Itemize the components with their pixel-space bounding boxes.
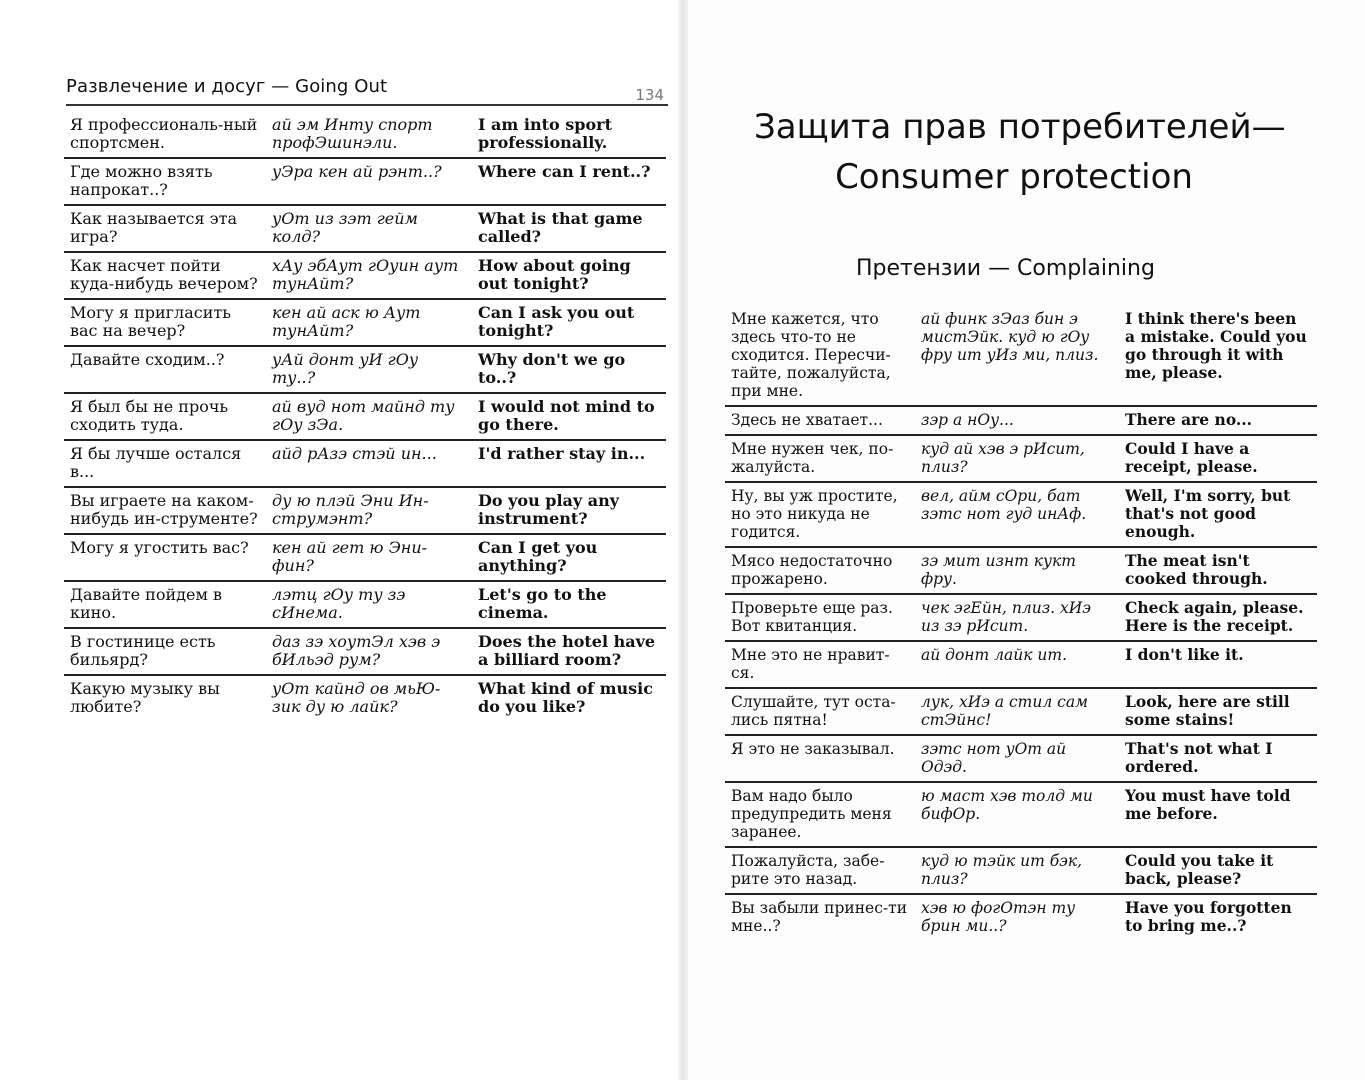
header-rule	[66, 104, 668, 106]
english-phrase: Check again, please. Here is the receipt.	[1119, 594, 1317, 641]
english-phrase: I would not mind to go there.	[472, 393, 666, 440]
table-row	[725, 735, 1317, 782]
table-row	[725, 894, 1317, 940]
transcription: ай финк зЭаз бин э мистЭйк. куд ю гОу фру ит уИз ми, плиз.	[915, 306, 1119, 406]
transcription: уОт кайнд ов мьЮ-зик ду ю лайк?	[272, 679, 441, 716]
section-title-english: Consumer protection	[835, 157, 1193, 197]
english-phrase: Do you play any instrument?	[472, 487, 666, 534]
table-row	[64, 299, 666, 346]
english-phrase: Look, here are still some stains!	[1119, 688, 1317, 735]
transcription: ай эм Инту спорт профЭшинэли.	[266, 112, 472, 158]
english-phrase: I'd rather stay in...	[472, 440, 666, 487]
english-phrase: I am into sport professionally.	[472, 112, 666, 158]
transcription: ю маст хэв толд ми бифОр.	[915, 782, 1119, 847]
english-phrase: That's not what I ordered.	[1119, 735, 1317, 782]
english-phrase: Where can I rent..?	[472, 158, 666, 205]
transcription: вел, айм сОри, бат зэтс нот гуд инАф.	[915, 482, 1119, 547]
russian-phrase: Проверьте еще раз. Вот квитанция.	[725, 594, 915, 641]
russian-phrase: Мне это не нравит-ся.	[725, 641, 915, 688]
table-row	[725, 688, 1317, 735]
transcription: айд рАзэ стэй ин...	[266, 440, 472, 487]
table-row	[64, 393, 666, 440]
russian-phrase: Могу я пригласить вас на вечер?	[64, 299, 266, 346]
table-row	[64, 534, 666, 581]
english-phrase: Could I have a receipt, please.	[1119, 435, 1317, 482]
transcription: уОт из зэт гейм колд?	[266, 205, 472, 252]
table-row	[725, 435, 1317, 482]
running-head	[66, 74, 662, 102]
transcription: лэтц гОу ту зэ сИнема.	[266, 581, 472, 628]
table-row	[64, 205, 666, 252]
table-row	[64, 581, 666, 628]
table-row	[64, 675, 666, 721]
russian-phrase: Я это не заказывал.	[725, 735, 915, 782]
english-phrase: Have you forgotten to bring me..?	[1125, 898, 1292, 935]
russian-phrase: Давайте пойдем в кино.	[64, 581, 266, 628]
transcription: куд ю тэйк ит бэк, плиз?	[915, 847, 1119, 894]
english-phrase: Well, I'm sorry, but that's not good enough.	[1119, 482, 1317, 547]
russian-phrase: Могу я угостить вас?	[64, 534, 266, 581]
russian-phrase: Мне кажется, что здесь что-то не сходится. Пересчи-тайте, пожалуйста, при мне.	[725, 306, 915, 406]
english-phrase: I think there's been a mistake. Could you go through it with me, please.	[1119, 306, 1317, 406]
russian-phrase: Пожалуйста, забе-рите это назад.	[725, 847, 915, 894]
english-phrase: What is that game called?	[472, 205, 666, 252]
russian-phrase: Мне нужен чек, по-жалуйста.	[725, 435, 915, 482]
russian-phrase: Вам надо было предупредить меня заранее.	[725, 782, 915, 847]
english-phrase: How about going out tonight?	[472, 252, 666, 299]
transcription: хАу эбАут гОуин аут тунАйт?	[266, 252, 472, 299]
transcription: кен ай гет ю Эни-фин?	[266, 534, 472, 581]
english-phrase: You must have told me before.	[1119, 782, 1317, 847]
transcription: лук, хИэ а стил сам стЭйнс!	[915, 688, 1119, 735]
russian-phrase: Я был бы не прочь сходить туда.	[64, 393, 266, 440]
russian-phrase: Вы играете на каком-нибудь ин-струменте?	[64, 487, 266, 534]
english-phrase: Let's go to the cinema.	[472, 581, 666, 628]
table-row	[64, 440, 666, 487]
russian-phrase: Какую музыку вы любите?	[70, 679, 220, 716]
transcription: кен ай аск ю Аут тунАйт?	[266, 299, 472, 346]
english-phrase: I don't like it.	[1119, 641, 1317, 688]
russian-phrase: Мясо недостаточно прожарено.	[725, 547, 915, 594]
english-phrase: What kind of music do you like?	[478, 679, 653, 716]
table-row	[725, 547, 1317, 594]
russian-phrase: Как насчет пойти куда-нибудь вечером?	[64, 252, 266, 299]
russian-phrase: Ну, вы уж простите, но это никуда не годится.	[725, 482, 915, 547]
left-page	[0, 0, 682, 1080]
table-row	[725, 847, 1317, 894]
transcription: зэтс нот уОт ай Одэд.	[915, 735, 1119, 782]
transcription: ду ю плэй Эни Ин-струмэнт?	[266, 487, 472, 534]
russian-phrase: Вы забыли принес-ти мне..?	[731, 899, 908, 935]
russian-phrase: В гостинице есть бильярд?	[64, 628, 266, 675]
table-row	[64, 112, 666, 158]
transcription: хэв ю фогОтэн ту брин ми..?	[921, 899, 1076, 935]
transcription: уЭра кен ай рэнт..?	[266, 158, 472, 205]
book-gutter	[678, 0, 688, 1080]
table-row	[64, 158, 666, 205]
table-row	[725, 641, 1317, 688]
table-row	[64, 346, 666, 393]
english-phrase: There are no...	[1119, 406, 1317, 435]
page-number: 134	[635, 86, 664, 104]
table-row	[64, 252, 666, 299]
phrase-table-going-out	[64, 112, 666, 721]
english-phrase: Can I get you anything?	[472, 534, 666, 581]
russian-phrase: Я бы лучше остался в...	[64, 440, 266, 487]
subsection-title: Претензии — Complaining	[856, 256, 1155, 281]
section-title-russian: Защита прав потребителей—	[754, 107, 1286, 147]
russian-phrase: Где можно взять напрокат..?	[64, 158, 266, 205]
table-row	[725, 482, 1317, 547]
phrase-table-complaining	[725, 306, 1317, 940]
english-phrase: Does the hotel have a billiard room?	[472, 628, 666, 675]
transcription: куд ай хэв э рИсит, плиз?	[915, 435, 1119, 482]
table-row	[64, 628, 666, 675]
russian-phrase: Как называется эта игра?	[64, 205, 266, 252]
table-row	[725, 406, 1317, 435]
transcription: чек эгЕйн, плиз. хИэ из зэ рИсит.	[915, 594, 1119, 641]
russian-phrase: Слушайте, тут оста-лись пятна!	[725, 688, 915, 735]
transcription: зэр а нОу...	[915, 406, 1119, 435]
table-row	[64, 487, 666, 534]
transcription: ай вуд нот майнд ту гОу зЭа.	[266, 393, 472, 440]
table-row	[725, 782, 1317, 847]
english-phrase: Can I ask you out tonight?	[472, 299, 666, 346]
transcription: уАй донт уИ гОу ту..?	[266, 346, 472, 393]
table-row	[725, 306, 1317, 406]
russian-phrase: Здесь не хватает...	[725, 406, 915, 435]
transcription: ай донт лайк ит.	[915, 641, 1119, 688]
transcription: даз зэ хоутЭл хэв э бИльэд рум?	[266, 628, 472, 675]
running-title: Развлечение и досуг — Going Out	[66, 76, 388, 97]
section-title	[754, 102, 1286, 202]
russian-phrase: Давайте сходим..?	[64, 346, 266, 393]
transcription: зэ мит изнт кукт фру.	[915, 547, 1119, 594]
table-row	[725, 594, 1317, 641]
russian-phrase: Я профессиональ-ный спортсмен.	[64, 112, 266, 158]
english-phrase: Why don't we go to..?	[472, 346, 666, 393]
english-phrase: Could you take it back, please?	[1119, 847, 1317, 894]
english-phrase: The meat isn't cooked through.	[1119, 547, 1317, 594]
